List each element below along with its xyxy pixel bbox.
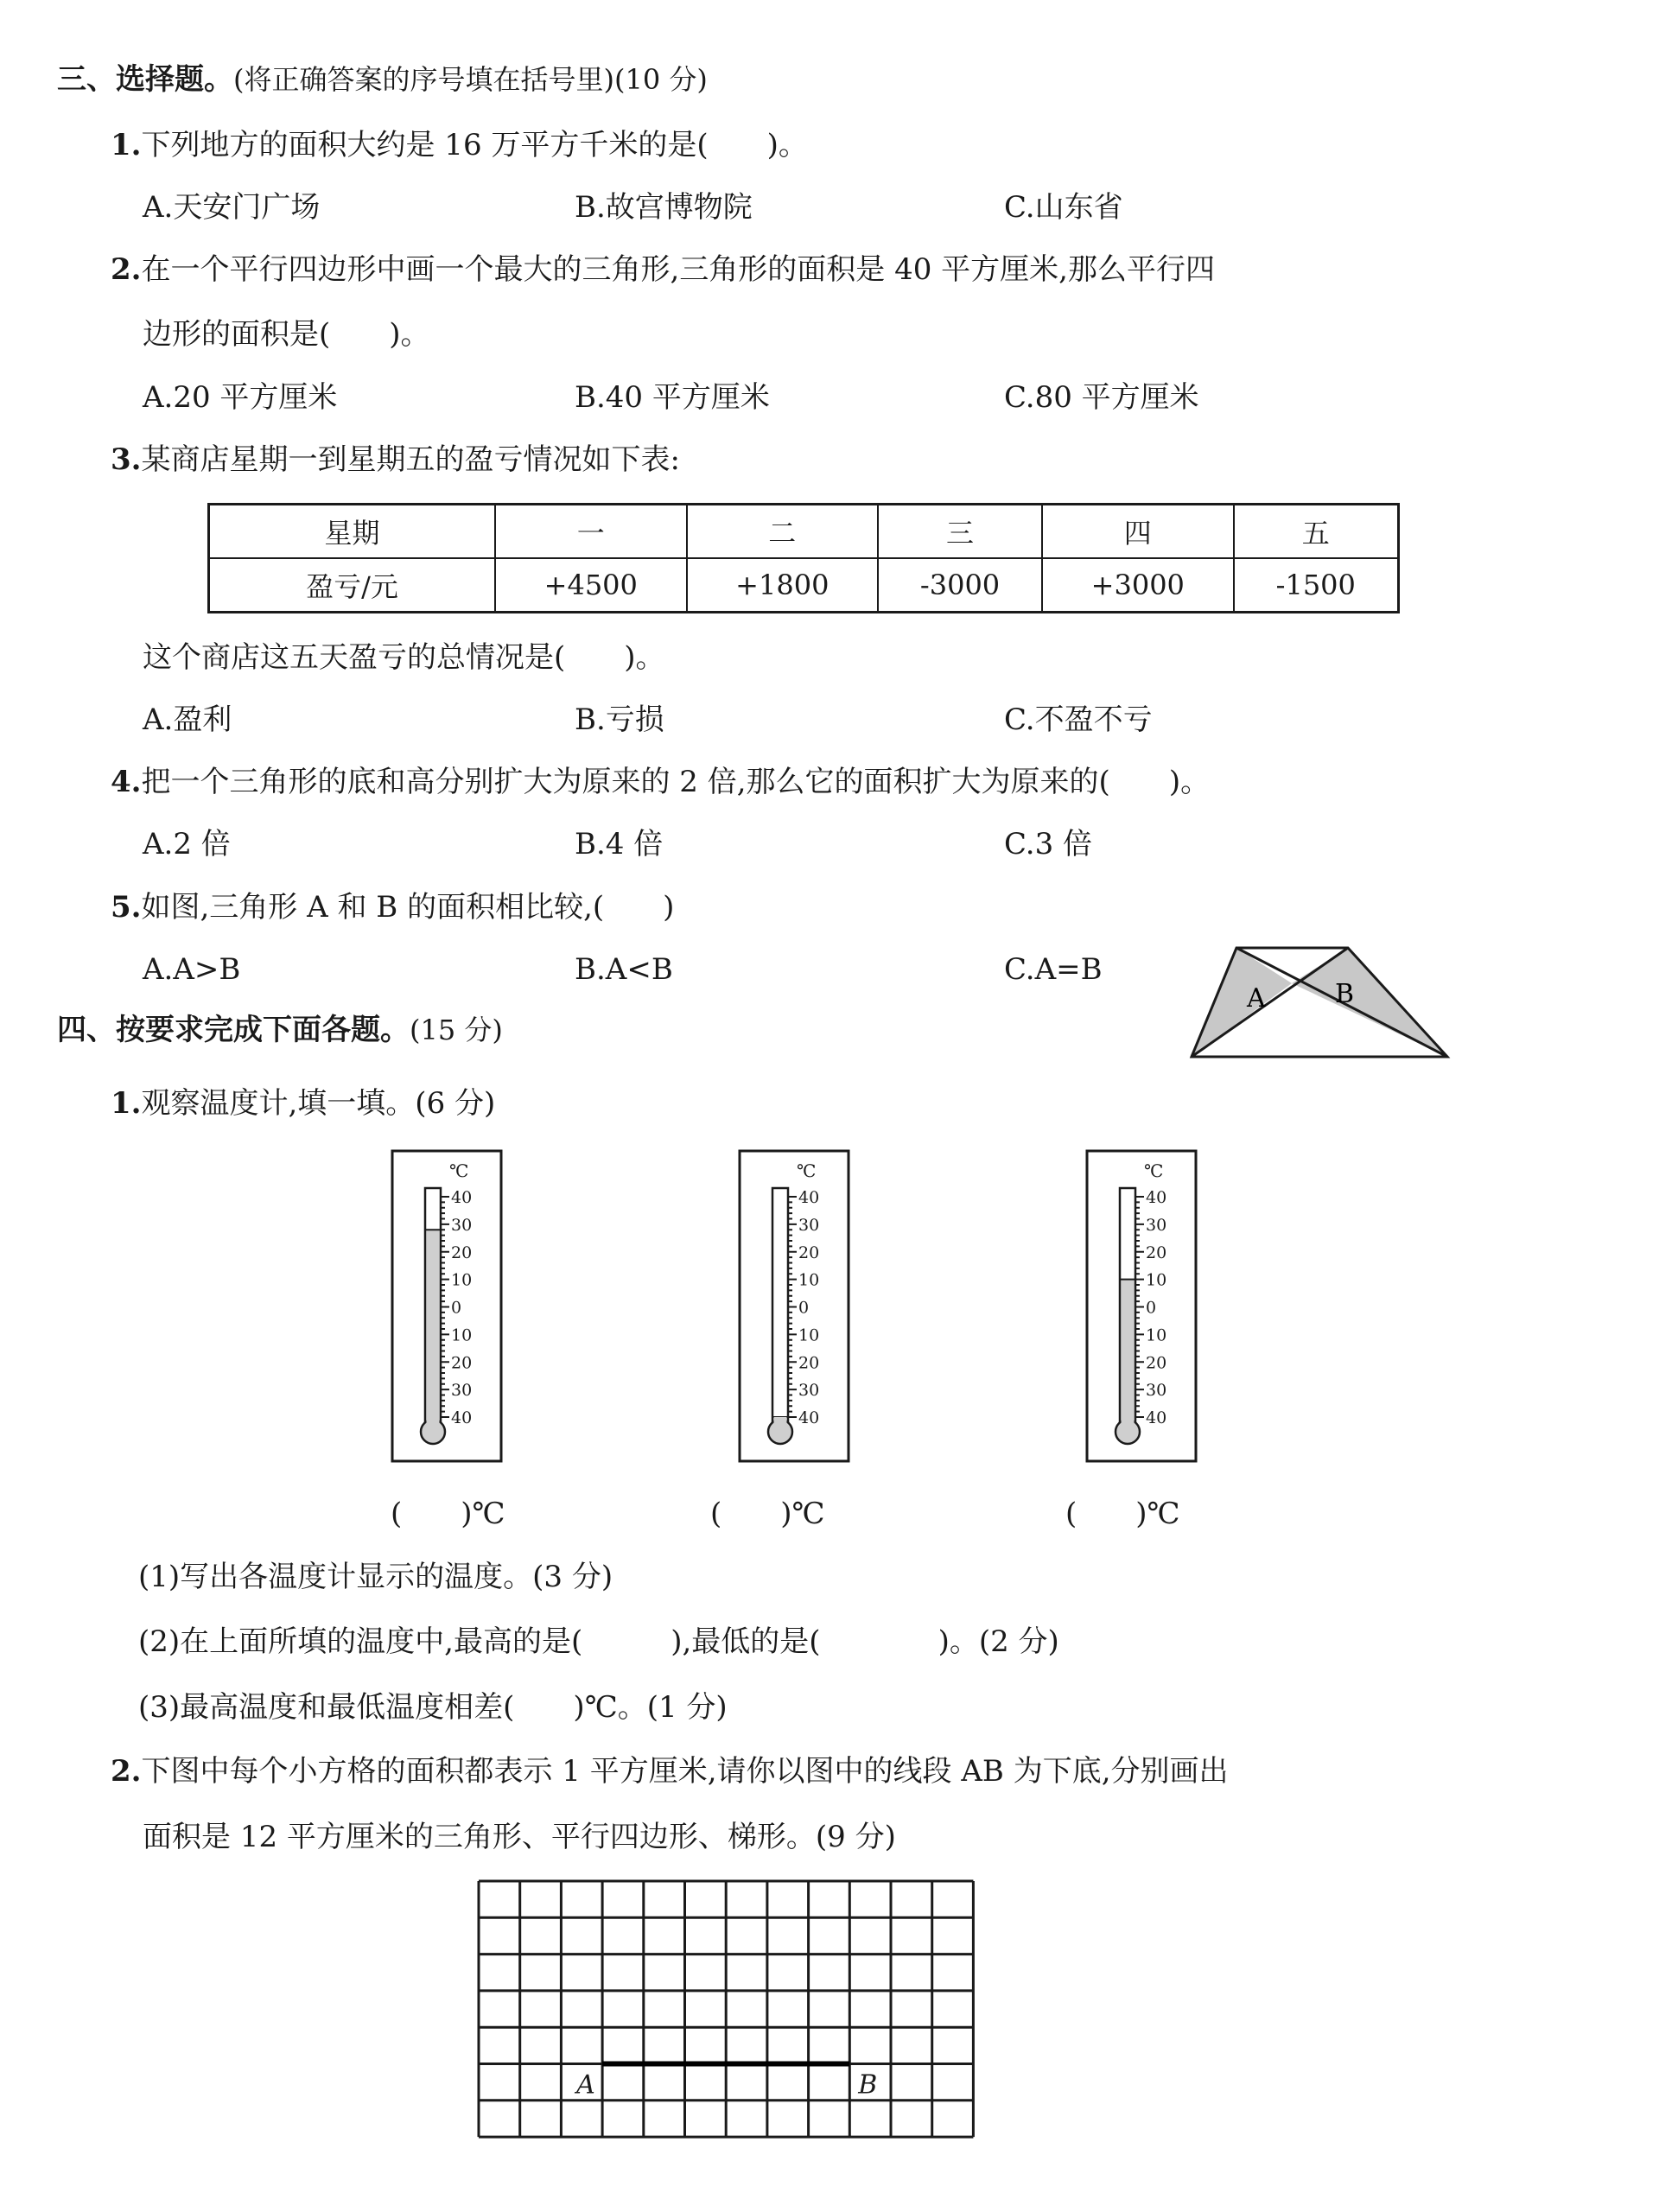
q4-option-c: C.3 倍 [1004, 827, 1093, 861]
scale-label: 20 [798, 1353, 820, 1373]
bulb-neck [427, 1417, 440, 1427]
question-number: 3. [111, 442, 142, 477]
question-text: 某商店星期一到星期五的盈亏情况如下表: [141, 442, 680, 477]
section3-title: 三、选择题。 [57, 62, 233, 97]
celsius-unit-label: ℃ [449, 1160, 469, 1181]
trapezoid-figure [1184, 942, 1460, 1071]
question-1 [111, 128, 808, 162]
q5-option-a: A.A>B [143, 952, 241, 987]
bulb-neck [1122, 1417, 1135, 1427]
question-number: 2. [111, 252, 142, 287]
question-5 [111, 890, 674, 925]
triangle-a [1192, 948, 1292, 1057]
question-3-cont: 这个商店这五天盈亏的总情况是( )。 [143, 640, 665, 675]
q5-option-b: B.A<B [575, 952, 673, 987]
label-b: B [1335, 979, 1355, 1009]
question-number: 2. [111, 1754, 142, 1789]
q2-option-a: A.20 平方厘米 [143, 380, 338, 415]
q4-option-b: B.4 倍 [575, 827, 664, 861]
section4-heading [57, 1013, 503, 1047]
table-cell: +1800 [687, 558, 879, 613]
table-cell: 盈亏/元 [209, 558, 496, 613]
question-number: 4. [111, 765, 142, 799]
question-4 [111, 765, 1210, 799]
section4-note: (15 分) [410, 1014, 503, 1046]
scale-label: 40 [451, 1188, 473, 1207]
table-cell: +3000 [1042, 558, 1234, 613]
scale-label: 10 [1146, 1270, 1167, 1290]
q3-option-b: B.亏损 [575, 702, 664, 737]
scale-label: 30 [798, 1381, 820, 1401]
question-number: 1. [111, 1086, 142, 1121]
q3-option-a: A.盈利 [143, 702, 232, 737]
q5-option-c: C.A=B [1004, 952, 1103, 987]
question-number: 1. [111, 128, 142, 162]
table-row [209, 558, 1399, 613]
triangle-b [1292, 948, 1447, 1057]
point-a-label: A [576, 2069, 595, 2101]
table-cell: +4500 [495, 558, 687, 613]
section4-title: 四、按要求完成下面各题。 [57, 1013, 410, 1047]
sub-question-1: (1)写出各温度计显示的温度。(3 分) [138, 1560, 613, 1594]
table-cell: 一 [495, 505, 687, 559]
q1-option-c: C.山东省 [1004, 190, 1123, 225]
section3-heading [57, 62, 708, 97]
question-text: 下图中每个小方格的面积都表示 1 平方厘米,请你以图中的线段 AB 为下底,分别画出 [141, 1754, 1229, 1789]
answer-blank-3[interactable]: ( )℃ [1065, 1497, 1180, 1531]
question-text: 下列地方的面积大约是 16 万平方千米的是( )。 [141, 128, 808, 162]
scale-label: 20 [451, 1353, 473, 1373]
sub-question-3: (3)最高温度和最低温度相差( )℃。(1 分) [138, 1690, 728, 1725]
s4-question-2-cont: 面积是 12 平方厘米的三角形、平行四边形、梯形。(9 分) [143, 1820, 896, 1854]
q1-option-a: A.天安门广场 [143, 190, 321, 225]
celsius-unit-label: ℃ [1144, 1160, 1164, 1181]
table-cell: -1500 [1234, 558, 1399, 613]
scale-label: 40 [451, 1408, 473, 1427]
sub-question-2: (2)在上面所填的温度中,最高的是( ),最低的是( )。(2 分) [138, 1624, 1059, 1659]
point-b-label: B [858, 2069, 878, 2101]
scale-label: 10 [798, 1325, 820, 1345]
scale-label: 30 [798, 1215, 820, 1235]
answer-blank-1[interactable]: ( )℃ [391, 1497, 505, 1531]
table-cell: 三 [878, 505, 1042, 559]
scale-label: 10 [1146, 1325, 1167, 1345]
s4-question-2 [111, 1754, 1229, 1789]
section3-note: (将正确答案的序号填在括号里)(10 分) [233, 63, 708, 96]
label-a: A [1247, 983, 1266, 1014]
thermometer-2 [738, 1149, 850, 1463]
scale-label: 0 [451, 1298, 462, 1318]
answer-blank-2[interactable]: ( )℃ [710, 1497, 825, 1531]
scale-label: 40 [1146, 1408, 1167, 1427]
question-text: 观察温度计,填一填。(6 分) [141, 1086, 496, 1121]
question-3 [111, 442, 680, 477]
q3-option-c: C.不盈不亏 [1004, 702, 1153, 737]
scale-label: 20 [798, 1243, 820, 1262]
bulb-neck [774, 1417, 787, 1427]
scale-label: 10 [451, 1270, 473, 1290]
s4-question-1 [111, 1086, 495, 1121]
scale-label: 0 [1146, 1298, 1157, 1318]
profit-loss-table [207, 503, 1400, 613]
scale-label: 40 [1146, 1188, 1167, 1207]
scale-label: 10 [798, 1270, 820, 1290]
table-cell: 星期 [209, 505, 496, 559]
thermometer-tube [772, 1188, 788, 1426]
question-number: 5. [111, 890, 142, 925]
table-cell: -3000 [878, 558, 1042, 613]
question-2-cont: 边形的面积是( )。 [143, 317, 430, 352]
table-cell: 四 [1042, 505, 1234, 559]
question-2 [111, 252, 1215, 287]
thermometer-3 [1085, 1149, 1198, 1463]
question-text: 把一个三角形的底和高分别扩大为原来的 2 倍,那么它的面积扩大为原来的( )。 [141, 765, 1211, 799]
q2-option-c: C.80 平方厘米 [1004, 380, 1199, 415]
mercury-column [427, 1230, 440, 1426]
square-grid[interactable] [477, 1879, 978, 2139]
q2-option-b: B.40 平方厘米 [575, 380, 770, 415]
celsius-unit-label: ℃ [797, 1160, 817, 1181]
table-cell: 二 [687, 505, 879, 559]
mercury-column [1122, 1280, 1135, 1426]
scale-label: 30 [451, 1381, 473, 1401]
table-cell: 五 [1234, 505, 1399, 559]
question-text: 在一个平行四边形中画一个最大的三角形,三角形的面积是 40 平方厘米,那么平行四 [141, 252, 1215, 287]
scale-label: 20 [1146, 1243, 1167, 1262]
scale-label: 30 [451, 1215, 473, 1235]
scale-label: 20 [451, 1243, 473, 1262]
scale-label: 0 [798, 1298, 810, 1318]
question-text: 如图,三角形 A 和 B 的面积相比较,( ) [141, 890, 675, 925]
scale-label: 40 [798, 1188, 820, 1207]
scale-label: 20 [1146, 1353, 1167, 1373]
thermometer-1 [391, 1149, 503, 1463]
scale-label: 10 [451, 1325, 473, 1345]
q4-option-a: A.2 倍 [143, 827, 231, 861]
scale-label: 30 [1146, 1381, 1167, 1401]
table-header-row [209, 505, 1399, 559]
scale-label: 30 [1146, 1215, 1167, 1235]
q1-option-b: B.故宫博物院 [575, 190, 753, 225]
scale-label: 40 [798, 1408, 820, 1427]
